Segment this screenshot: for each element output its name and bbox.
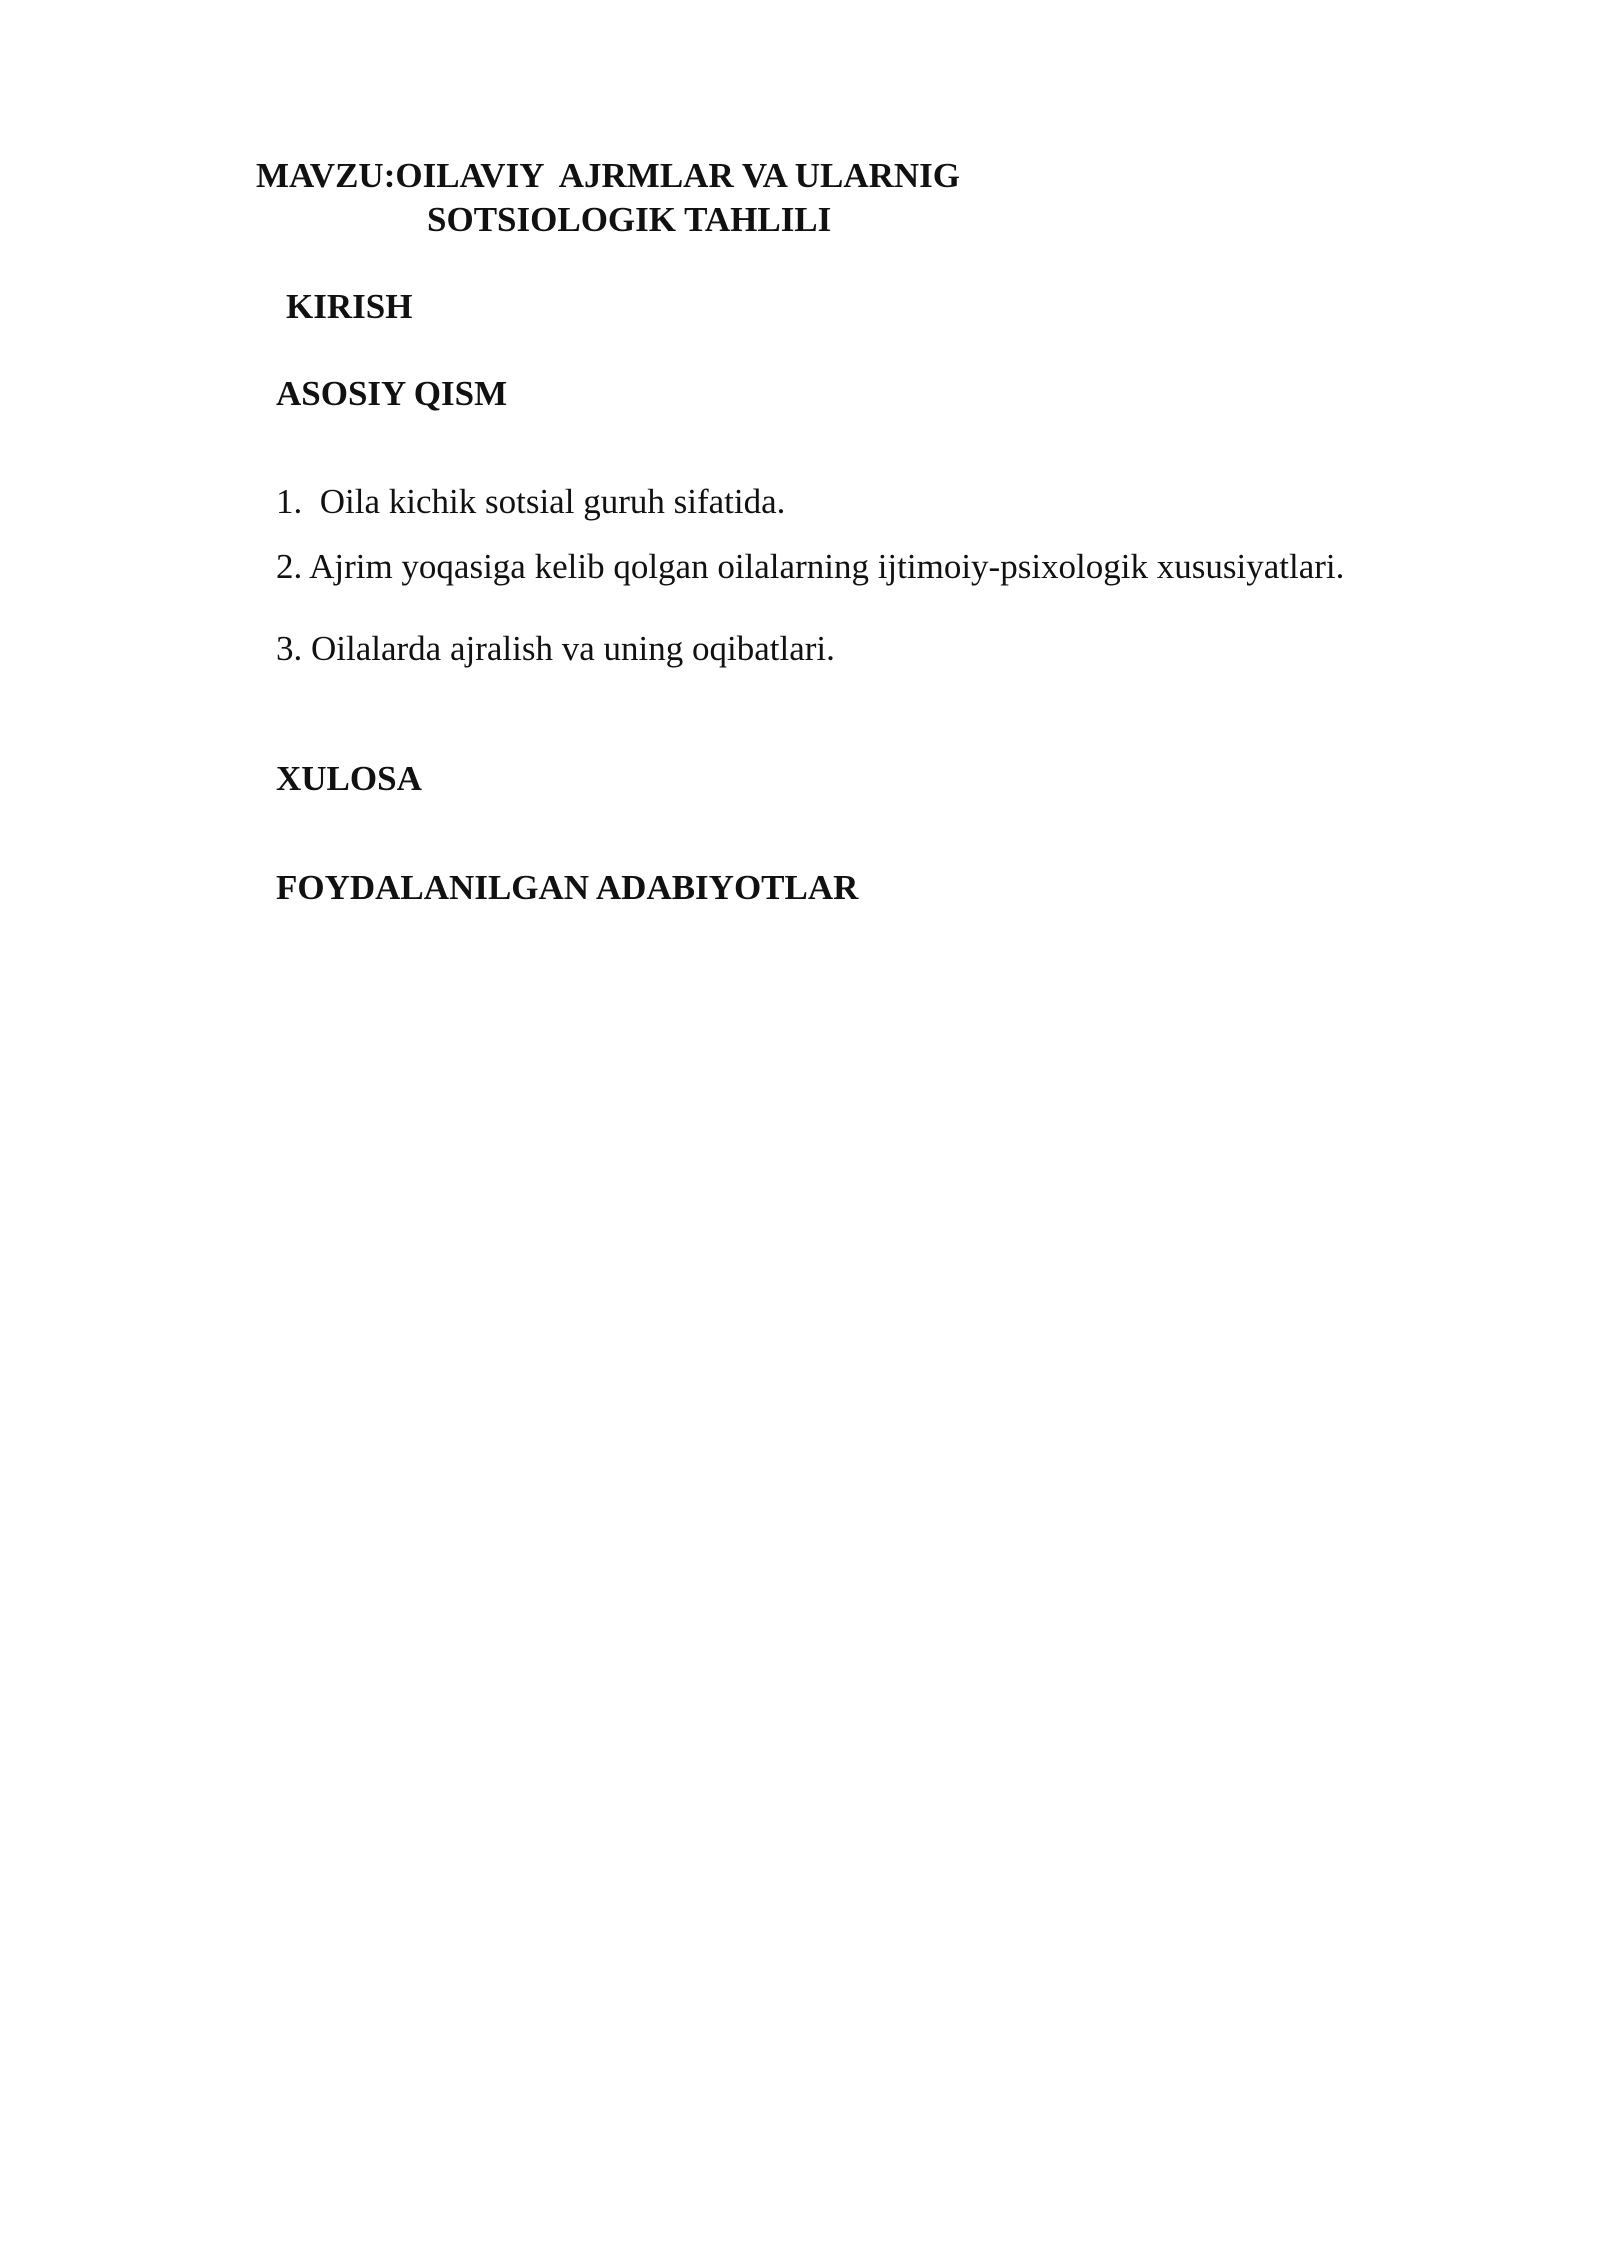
- list-item: 2. Ajrim yoqasiga kelib qolgan oilalarning ijtimoiy-psixologik xususiyatlari.: [276, 547, 1345, 586]
- heading-conclusion: XULOSA: [276, 759, 422, 798]
- list-item: 3. Oilalarda ajralish va uning oqibatlari.: [276, 629, 835, 668]
- list-item: 1. Oila kichik sotsial guruh sifatida.: [276, 482, 786, 521]
- heading-intro: KIRISH: [286, 287, 413, 326]
- heading-main-part: ASOSIY QISM: [276, 374, 508, 413]
- document-title-line-2: SOTSIOLOGIK TAHLILI: [427, 200, 832, 239]
- document-title-line-1: MAVZU:OILAVIY AJRMLAR VA ULARNIG: [256, 156, 960, 195]
- heading-references: FOYDALANILGAN ADABIYOTLAR: [276, 868, 859, 907]
